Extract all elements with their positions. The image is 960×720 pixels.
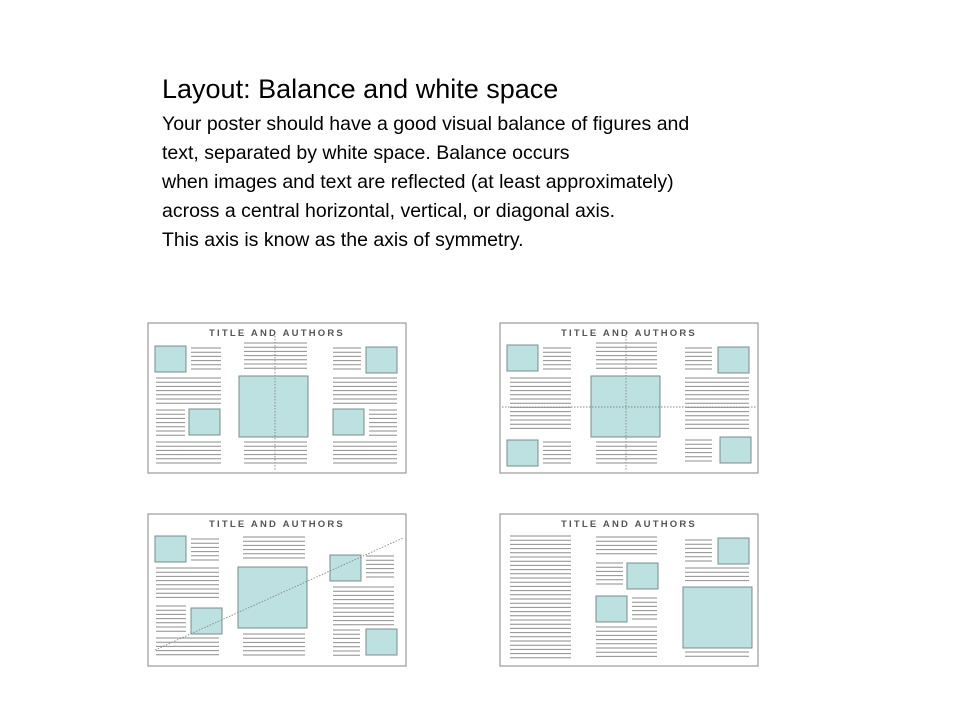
poster-title: TITLE AND AUTHORS <box>561 328 697 339</box>
figure-box <box>596 596 627 622</box>
figure-box <box>330 555 361 581</box>
figure-box <box>366 629 397 655</box>
figure-box <box>238 567 307 628</box>
poster-vertical-axis <box>148 323 406 473</box>
body-line-1: Your poster should have a good visual balance of figures and <box>162 113 690 135</box>
figure-box <box>507 440 538 466</box>
figure-box <box>189 409 220 435</box>
figure-box <box>333 409 364 435</box>
figure-box <box>507 345 538 371</box>
poster-horizontal-vertical-axis <box>500 323 758 473</box>
body-line-5: This axis is know as the axis of symmetry. <box>162 229 524 251</box>
figure-box <box>366 347 397 373</box>
poster-title: TITLE AND AUTHORS <box>561 519 697 530</box>
figure-box <box>720 437 751 463</box>
figure-box <box>627 563 658 589</box>
figure-box <box>191 608 222 634</box>
figure-box <box>591 376 660 437</box>
poster-asymmetric <box>500 514 758 666</box>
body-line-2: text, separated by white space. Balance occurs <box>162 142 570 164</box>
figure-box <box>155 536 186 562</box>
poster-title: TITLE AND AUTHORS <box>209 328 345 339</box>
figure-box <box>239 376 308 437</box>
poster-diagonal-axis <box>148 514 406 666</box>
body-line-3: when images and text are reflected (at least approximately) <box>162 171 674 193</box>
figure-box <box>155 346 186 372</box>
slide-heading: Layout: Balance and white space <box>162 74 559 104</box>
poster-title: TITLE AND AUTHORS <box>209 519 345 530</box>
figure-box <box>683 587 752 648</box>
body-line-4: across a central horizontal, vertical, or diagonal axis. <box>162 200 616 222</box>
figure-box <box>718 538 749 564</box>
figure-box <box>718 347 749 373</box>
